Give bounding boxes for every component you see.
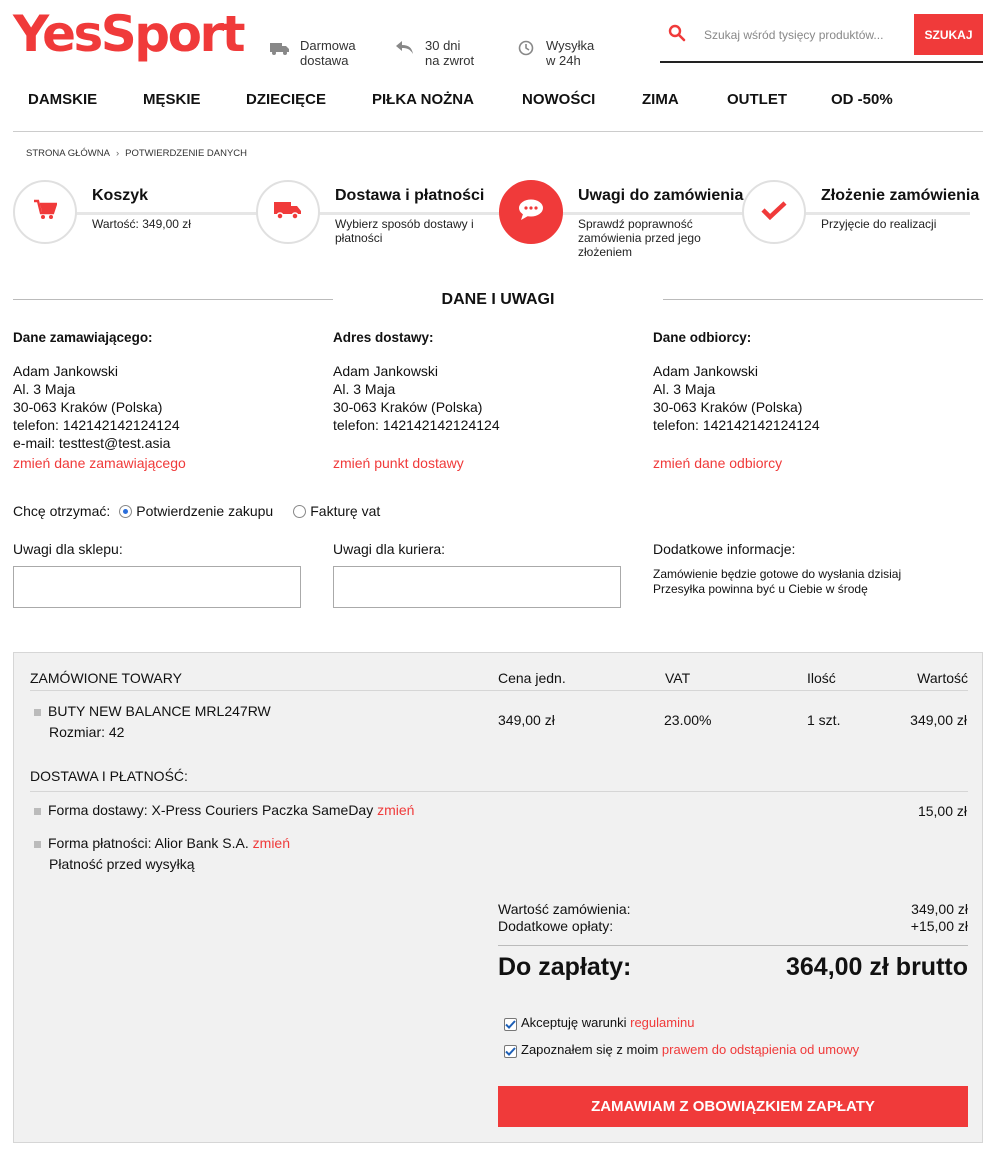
delivery-phone: telefon: 142142142124124 [333, 417, 500, 433]
breadcrumb-current: POTWIERDZENIE DANYCH [125, 148, 248, 159]
radio-vat-invoice[interactable] [293, 505, 306, 518]
order-summary [13, 652, 983, 1143]
delivery-method-text: Forma dostawy: X-Press Couriers Paczka SameDay [48, 802, 374, 818]
return-arrow-icon [395, 38, 415, 58]
cart-icon [33, 199, 57, 226]
shop-notes-textarea[interactable] [13, 566, 301, 608]
usp-line: dostawa [300, 53, 349, 68]
withdrawal-link[interactable]: prawem do odstąpienia od umowy [661, 1042, 860, 1057]
product-name[interactable]: BUTY NEW BALANCE MRL247RW [48, 703, 271, 719]
document-choice-label: Chcę otrzymać: [13, 503, 111, 519]
delivery-city: 30-063 Kraków (Polska) [333, 399, 483, 415]
order-value-label: Wartość zamówienia: [498, 901, 631, 917]
orderer-phone: telefon: 142142142124124 [13, 417, 180, 433]
bullet-icon [34, 709, 41, 716]
step-title: Koszyk [92, 187, 149, 204]
payment-note: Płatność przed wysyłką [49, 856, 195, 872]
change-delivery-link[interactable]: zmień [377, 802, 415, 818]
chat-bubble-icon [517, 198, 545, 227]
divider [498, 945, 968, 946]
order-value-row [498, 901, 968, 919]
usp-line: Wysyłka [546, 38, 595, 53]
info-ready: Zamówienie będzie gotowe do wysłania dzisiaj [653, 567, 902, 581]
breadcrumb [26, 148, 247, 159]
document-choice [13, 503, 380, 519]
nav-item-outlet[interactable]: OUTLET [727, 91, 787, 108]
terms-checkbox[interactable] [504, 1018, 517, 1031]
usp-line: Darmowa [300, 38, 356, 53]
col-value: Wartość [917, 670, 968, 686]
change-delivery-point-link[interactable]: zmień punkt dostawy [333, 455, 464, 471]
usp-line: na zwrot [425, 53, 475, 68]
search-button[interactable]: SZUKAJ [914, 14, 983, 55]
products-heading: ZAMÓWIONE TOWARY [30, 670, 182, 686]
extra-fees: +15,00 zł [910, 918, 968, 934]
delivery-address [333, 330, 633, 471]
bullet-icon [34, 808, 41, 815]
delivery-heading: Adres dostawy: [333, 330, 434, 345]
to-pay-row [498, 953, 968, 987]
usp-shipping [516, 38, 594, 68]
extra-fees-label: Dodatkowe opłaty: [498, 918, 614, 934]
nav-item-meskie[interactable]: MĘSKIE [143, 91, 201, 108]
products-table-header [30, 669, 968, 691]
nav-item-sale[interactable]: OD -50% [831, 91, 893, 108]
recipient-heading: Dane odbiorcy: [653, 330, 752, 345]
main-nav [13, 84, 983, 132]
change-orderer-link[interactable]: zmień dane zamawiającego [13, 455, 186, 471]
withdrawal-checkbox[interactable] [504, 1045, 517, 1058]
chevron-right-icon: › [115, 148, 120, 159]
shipping-heading: DOSTAWA I PŁATNOŚĆ: [30, 768, 188, 784]
search-icon[interactable] [668, 24, 686, 47]
radio-vat-invoice-label[interactable]: Fakturę vat [310, 503, 381, 519]
checkmark-icon [761, 200, 787, 225]
step-title: Uwagi do zamówienia [578, 187, 744, 204]
payment-method-text: Forma płatności: Alior Bank S.A. [48, 835, 249, 851]
to-pay-amount: 364,00 zł brutto [786, 953, 968, 981]
nav-item-pilka-nozna[interactable]: PIŁKA NOŻNA [372, 91, 474, 108]
section-title: DANE I UWAGI [441, 291, 555, 308]
step-title: Dostawa i płatności [335, 187, 485, 204]
step-title: Złożenie zamówienia [821, 187, 980, 204]
bullet-icon [34, 841, 41, 848]
terms-text: Akceptuję warunki [521, 1015, 627, 1030]
col-qty: Ilość [807, 670, 836, 686]
recipient-details [653, 330, 953, 471]
orderer-city: 30-063 Kraków (Polska) [13, 399, 163, 415]
usp-returns [395, 38, 474, 68]
recipient-name: Adam Jankowski [653, 363, 759, 379]
product-unit-price: 349,00 zł [498, 712, 555, 728]
logo[interactable]: YesSport [13, 5, 243, 63]
product-value: 349,00 zł [910, 712, 967, 728]
nav-item-dzieciece[interactable]: DZIECIĘCE [246, 91, 327, 108]
search-input[interactable] [704, 24, 904, 46]
col-vat: VAT [665, 670, 691, 686]
orderer-email: e-mail: testtest@test.asia [13, 435, 171, 451]
product-qty: 1 szt. [807, 712, 841, 728]
order-value: 349,00 zł [911, 901, 968, 917]
withdrawal-text: Zapoznałem się z moim [521, 1042, 659, 1057]
extra-fees-row [498, 918, 968, 936]
step-desc: Wybierz sposób dostawy i płatności [335, 217, 474, 245]
breadcrumb-home[interactable]: STRONA GŁÓWNA [26, 148, 110, 159]
info-arrival: Przesyłka powinna być u Ciebie w środę [653, 582, 868, 596]
terms-row [504, 1015, 974, 1031]
withdrawal-row [504, 1042, 974, 1058]
product-vat: 23.00% [664, 712, 712, 728]
recipient-street: Al. 3 Maja [653, 381, 716, 397]
courier-notes-textarea[interactable] [333, 566, 621, 608]
step-circle [13, 180, 77, 244]
delivery-name: Adam Jankowski [333, 363, 439, 379]
step-circle [742, 180, 806, 244]
step-circle [499, 180, 563, 244]
delivery-method [48, 802, 414, 818]
recipient-city: 30-063 Kraków (Polska) [653, 399, 803, 415]
radio-purchase-confirmation[interactable] [119, 505, 132, 518]
section-header [13, 290, 983, 310]
orderer-name: Adam Jankowski [13, 363, 119, 379]
divider [30, 791, 968, 792]
terms-link[interactable]: regulaminu [630, 1015, 695, 1030]
usp-free-delivery [270, 38, 356, 68]
payment-method [48, 835, 290, 851]
change-payment-link[interactable]: zmień [252, 835, 291, 851]
to-pay-label: Do zapłaty: [498, 953, 632, 981]
step-circle [256, 180, 320, 244]
divider [663, 299, 983, 300]
additional-info [653, 567, 901, 597]
product-size: Rozmiar: 42 [49, 724, 125, 740]
nav-item-nowosci[interactable]: NOWOŚCI [522, 91, 596, 108]
truck-icon [270, 38, 290, 58]
shop-notes-label: Uwagi dla sklepu: [13, 541, 123, 557]
nav-item-zima[interactable]: ZIMA [642, 91, 679, 108]
orderer-heading: Dane zamawiającego: [13, 330, 153, 345]
truck-icon [274, 199, 302, 226]
delivery-street: Al. 3 Maja [333, 381, 396, 397]
additional-info-label: Dodatkowe informacje: [653, 541, 796, 557]
step-desc: Wartość: 349,00 zł [92, 217, 191, 231]
col-unit-price: Cena jedn. [498, 670, 566, 686]
search-box [660, 14, 983, 63]
delivery-price: 15,00 zł [917, 803, 967, 819]
orderer-street: Al. 3 Maja [13, 381, 76, 397]
recipient-phone: telefon: 142142142124124 [653, 417, 820, 433]
usp-line: 30 dni [425, 38, 461, 53]
step-desc: Sprawdź poprawność zamówienia przed jego złożeniem [578, 217, 701, 259]
step-desc: Przyjęcie do realizacji [821, 217, 937, 231]
clock-icon [516, 38, 536, 58]
change-recipient-link[interactable]: zmień dane odbiorcy [653, 455, 783, 471]
orderer-details [13, 330, 313, 471]
usp-line: w 24h [546, 53, 581, 68]
place-order-button[interactable]: ZAMAWIAM Z OBOWIĄZKIEM ZAPŁATY [498, 1086, 968, 1127]
courier-notes-label: Uwagi dla kuriera: [333, 541, 446, 557]
nav-item-damskie[interactable]: DAMSKIE [28, 91, 98, 108]
radio-purchase-confirmation-label[interactable]: Potwierdzenie zakupu [136, 503, 274, 519]
